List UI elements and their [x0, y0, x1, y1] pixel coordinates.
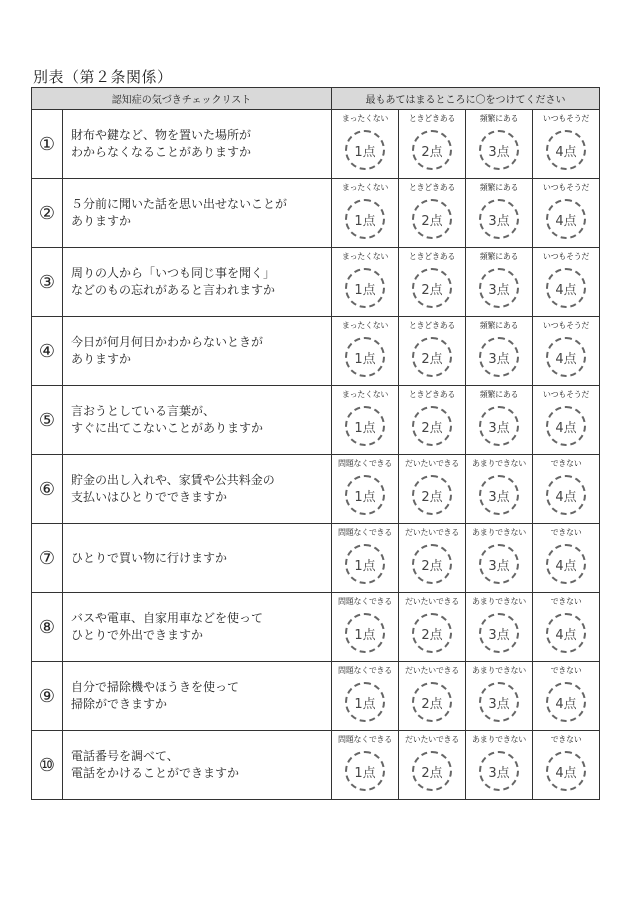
answer-option[interactable]: [533, 593, 600, 662]
answer-option[interactable]: [399, 317, 466, 386]
answer-option[interactable]: [466, 386, 533, 455]
score-circle[interactable]: 3点: [479, 406, 519, 446]
question-number: ⑤: [32, 386, 63, 455]
question-number: ⑨: [32, 662, 63, 731]
question-text: 今日が何月何日かわからないときが ありますか: [63, 317, 332, 386]
answer-label: まったくない: [341, 114, 389, 123]
question-number: ⑦: [32, 524, 63, 593]
score-circle[interactable]: 1点: [345, 406, 385, 446]
answer-option[interactable]: [466, 593, 533, 662]
score-circle[interactable]: 2点: [412, 751, 452, 791]
score-circle[interactable]: 3点: [479, 268, 519, 308]
answer-option[interactable]: [332, 110, 399, 179]
answer-option[interactable]: [399, 110, 466, 179]
document-title: 別表（第２条関係）: [33, 68, 173, 86]
question-text: ５分前に聞いた話を思い出せないことが ありますか: [63, 179, 332, 248]
header-checklist-title: 認知症の気づきチェックリスト: [32, 88, 332, 110]
question-text: ひとりで買い物に行けますか: [63, 524, 332, 593]
score-circle[interactable]: 3点: [479, 130, 519, 170]
question-row: [32, 455, 600, 524]
score-circle[interactable]: 2点: [412, 544, 452, 584]
question-row: [32, 248, 600, 317]
answer-label: あまりできない: [472, 459, 526, 468]
answer-label: ときどきある: [408, 114, 456, 123]
answer-option[interactable]: [466, 317, 533, 386]
answer-option[interactable]: [332, 593, 399, 662]
answer-label: 頻繁にある: [479, 183, 519, 192]
header-instruction: 最もあてはまるところに〇をつけてください: [332, 88, 600, 110]
question-text: 周りの人から「いつも同じ事を聞く」 などのもの忘れがあると言われますか: [63, 248, 332, 317]
score-circle[interactable]: 4点: [546, 199, 586, 239]
answer-label: 頻繁にある: [479, 114, 519, 123]
answer-label: だいたいできる: [405, 735, 459, 744]
answer-label: ときどきある: [408, 321, 456, 330]
score-circle[interactable]: 1点: [345, 475, 385, 515]
answer-option[interactable]: [533, 662, 600, 731]
score-circle[interactable]: 2点: [412, 406, 452, 446]
answer-option[interactable]: [332, 386, 399, 455]
answer-label: 頻繁にある: [479, 252, 519, 261]
answer-label: 頻繁にある: [479, 321, 519, 330]
score-circle[interactable]: 4点: [546, 406, 586, 446]
answer-label: 問題なくできる: [338, 459, 392, 468]
question-row: [32, 179, 600, 248]
question-text: 電話番号を調べて、 電話をかけることができますか: [63, 731, 332, 800]
question-number: ⑧: [32, 593, 63, 662]
score-circle[interactable]: 4点: [546, 751, 586, 791]
score-circle[interactable]: 1点: [345, 337, 385, 377]
answer-option[interactable]: [399, 248, 466, 317]
score-circle[interactable]: 3点: [479, 751, 519, 791]
score-circle[interactable]: 1点: [345, 199, 385, 239]
answer-option[interactable]: [399, 731, 466, 800]
question-row: [32, 317, 600, 386]
score-circle[interactable]: 2点: [412, 613, 452, 653]
question-text: 財布や鍵など、物を置いた場所が わからなくなることがありますか: [63, 110, 332, 179]
answer-option[interactable]: [332, 731, 399, 800]
score-circle[interactable]: 4点: [546, 130, 586, 170]
answer-option[interactable]: [332, 317, 399, 386]
answer-label: できない: [550, 735, 582, 744]
answer-label: できない: [550, 459, 582, 468]
answer-option[interactable]: [533, 248, 600, 317]
score-circle[interactable]: 2点: [412, 130, 452, 170]
answer-label: あまりできない: [472, 666, 526, 675]
answer-option[interactable]: [466, 662, 533, 731]
answer-label: いつもそうだ: [542, 390, 590, 399]
answer-option[interactable]: [399, 179, 466, 248]
answer-label: まったくない: [341, 183, 389, 192]
answer-label: いつもそうだ: [542, 114, 590, 123]
answer-option[interactable]: [533, 455, 600, 524]
score-circle[interactable]: 2点: [412, 337, 452, 377]
answer-label: ときどきある: [408, 183, 456, 192]
score-circle[interactable]: 3点: [479, 199, 519, 239]
answer-label: できない: [550, 528, 582, 537]
score-circle[interactable]: 1点: [345, 544, 385, 584]
score-circle[interactable]: 4点: [546, 613, 586, 653]
score-circle[interactable]: 3点: [479, 475, 519, 515]
answer-label: あまりできない: [472, 597, 526, 606]
answer-option[interactable]: [332, 662, 399, 731]
score-circle[interactable]: 1点: [345, 268, 385, 308]
score-circle[interactable]: 4点: [546, 475, 586, 515]
question-row: [32, 593, 600, 662]
question-text: バスや電車、自家用車などを使って ひとりで外出できますか: [63, 593, 332, 662]
answer-option[interactable]: [332, 524, 399, 593]
answer-label: ときどきある: [408, 252, 456, 261]
answer-option[interactable]: [533, 524, 600, 593]
question-row: [32, 386, 600, 455]
question-text: 言おうとしている言葉が、 すぐに出てこないことがありますか: [63, 386, 332, 455]
question-row: [32, 110, 600, 179]
score-circle[interactable]: 4点: [546, 337, 586, 377]
answer-label: できない: [550, 597, 582, 606]
answer-label: いつもそうだ: [542, 321, 590, 330]
question-number: ③: [32, 248, 63, 317]
answer-option[interactable]: [466, 731, 533, 800]
answer-option[interactable]: [533, 317, 600, 386]
answer-label: いつもそうだ: [542, 252, 590, 261]
answer-label: できない: [550, 666, 582, 675]
answer-option[interactable]: [466, 455, 533, 524]
score-circle[interactable]: 2点: [412, 682, 452, 722]
answer-option[interactable]: [399, 593, 466, 662]
answer-option[interactable]: [332, 455, 399, 524]
answer-label: あまりできない: [472, 528, 526, 537]
question-number: ①: [32, 110, 63, 179]
answer-option[interactable]: [466, 248, 533, 317]
score-circle[interactable]: 4点: [546, 268, 586, 308]
question-number: ④: [32, 317, 63, 386]
answer-label: だいたいできる: [405, 597, 459, 606]
answer-option[interactable]: [399, 386, 466, 455]
answer-option[interactable]: [466, 110, 533, 179]
answer-option[interactable]: [533, 386, 600, 455]
header-row: [32, 88, 600, 110]
answer-label: 問題なくできる: [338, 528, 392, 537]
answer-label: ときどきある: [408, 390, 456, 399]
answer-label: あまりできない: [472, 735, 526, 744]
answer-label: まったくない: [341, 390, 389, 399]
answer-label: 問題なくできる: [338, 735, 392, 744]
answer-label: だいたいできる: [405, 666, 459, 675]
answer-option[interactable]: [332, 179, 399, 248]
score-circle[interactable]: 1点: [345, 682, 385, 722]
answer-option[interactable]: [466, 179, 533, 248]
score-circle[interactable]: 2点: [412, 475, 452, 515]
score-circle[interactable]: 1点: [345, 751, 385, 791]
score-circle[interactable]: 3点: [479, 544, 519, 584]
answer-label: だいたいできる: [405, 459, 459, 468]
answer-option[interactable]: [399, 524, 466, 593]
score-circle[interactable]: 1点: [345, 130, 385, 170]
score-circle[interactable]: 2点: [412, 199, 452, 239]
answer-option[interactable]: [332, 248, 399, 317]
question-number: ②: [32, 179, 63, 248]
answer-option[interactable]: [399, 662, 466, 731]
answer-label: 問題なくできる: [338, 597, 392, 606]
score-circle[interactable]: 1点: [345, 613, 385, 653]
answer-option[interactable]: [533, 110, 600, 179]
answer-label: まったくない: [341, 252, 389, 261]
score-circle[interactable]: 2点: [412, 268, 452, 308]
score-circle[interactable]: 3点: [479, 682, 519, 722]
score-circle[interactable]: 3点: [479, 613, 519, 653]
answer-label: だいたいできる: [405, 528, 459, 537]
score-circle[interactable]: 4点: [546, 544, 586, 584]
question-number: ⑥: [32, 455, 63, 524]
answer-label: 問題なくできる: [338, 666, 392, 675]
question-row: [32, 524, 600, 593]
answer-option[interactable]: [533, 179, 600, 248]
score-circle[interactable]: 3点: [479, 337, 519, 377]
question-row: [32, 731, 600, 800]
answer-option[interactable]: [466, 524, 533, 593]
question-number: ⑩: [32, 731, 63, 800]
checklist-table: [31, 87, 600, 800]
question-text: 自分で掃除機やほうきを使って 掃除ができますか: [63, 662, 332, 731]
answer-option[interactable]: [399, 455, 466, 524]
answer-label: いつもそうだ: [542, 183, 590, 192]
answer-label: 頻繁にある: [479, 390, 519, 399]
question-text: 貯金の出し入れや、家賃や公共料金の 支払いはひとりでできますか: [63, 455, 332, 524]
answer-label: まったくない: [341, 321, 389, 330]
answer-option[interactable]: [533, 731, 600, 800]
score-circle[interactable]: 4点: [546, 682, 586, 722]
question-row: [32, 662, 600, 731]
